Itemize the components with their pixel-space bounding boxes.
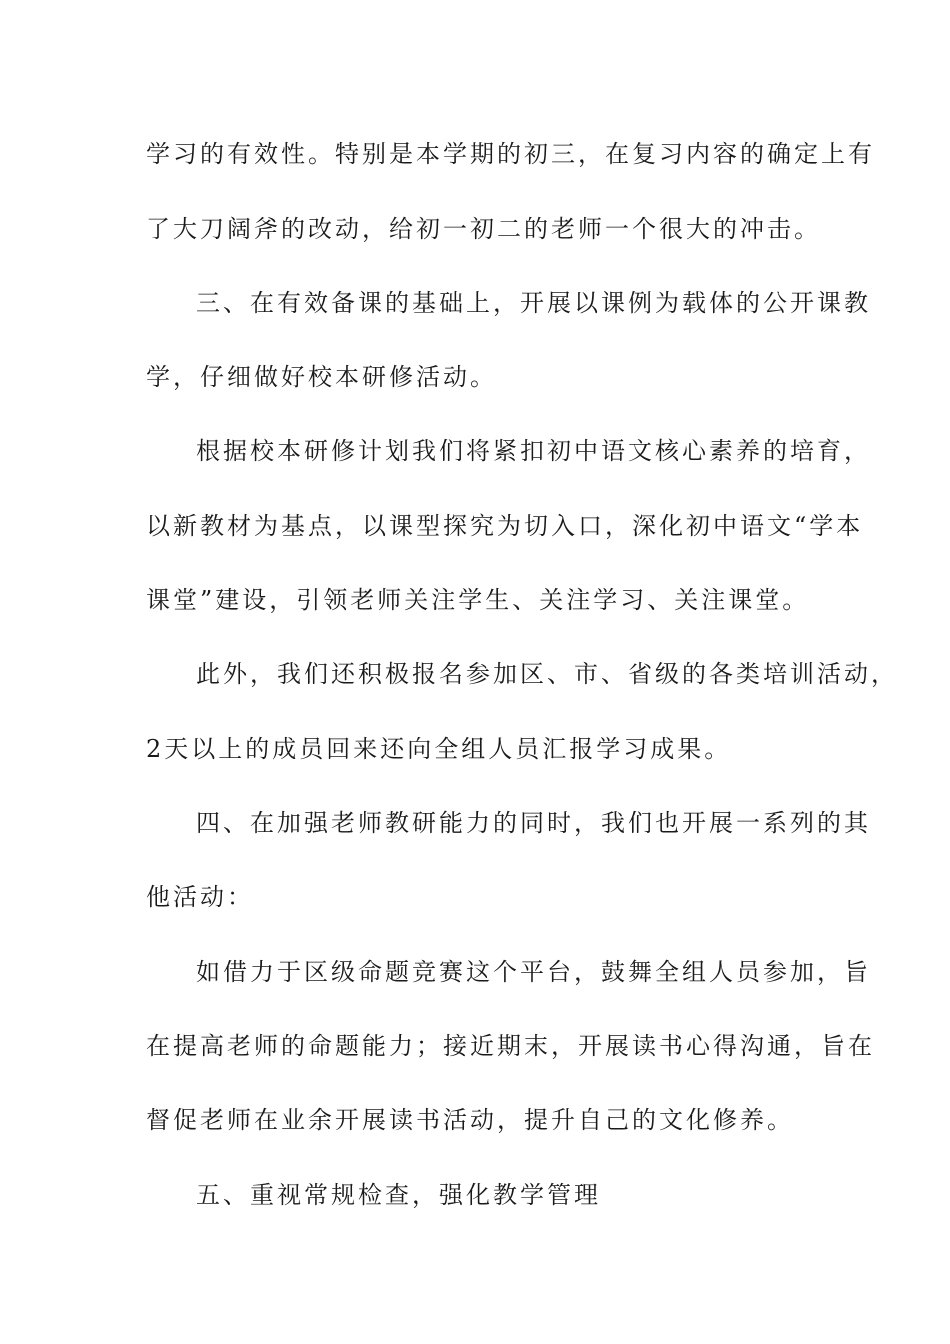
section-heading-4: 四、在加强老师教研能力的同时，我们也开展一系列的其 bbox=[196, 809, 871, 837]
text-line: 2天以上的成员回来还向全组人员汇报学习成果。 bbox=[146, 735, 732, 763]
text-line: 学，仔细做好校本研修活动。 bbox=[146, 363, 497, 391]
paragraph-start: 如借力于区级命题竞赛这个平台，鼓舞全组人员参加，旨 bbox=[196, 958, 871, 986]
text-line: 以新教材为基点，以课型探究为切入口，深化初中语文“学本 bbox=[146, 512, 864, 540]
section-heading-3: 三、在有效备课的基础上，开展以课例为载体的公开课教 bbox=[196, 289, 871, 317]
text-line: 在提高老师的命题能力；接近期末，开展读书心得沟通，旨在 bbox=[146, 1032, 875, 1060]
section-heading-5: 五、重视常规检查，强化教学管理 bbox=[196, 1181, 601, 1209]
text-line: 督促老师在业余开展读书活动，提升自己的文化修养。 bbox=[146, 1106, 794, 1134]
text-line: 了大刀阔斧的改动，给初一初二的老师一个很大的冲击。 bbox=[146, 215, 821, 243]
text-line: 他活动： bbox=[146, 883, 254, 911]
paragraph-start: 根据校本研修计划我们将紧扣初中语文核心素养的培育， bbox=[196, 437, 871, 465]
text-line: 课堂”建设，引领老师关注学生、关注学习、关注课堂。 bbox=[146, 586, 810, 614]
paragraph-start: 此外，我们还积极报名参加区、市、省级的各类培训活动， bbox=[196, 660, 898, 688]
text-line: 学习的有效性。特别是本学期的初三，在复习内容的确定上有 bbox=[146, 140, 875, 168]
